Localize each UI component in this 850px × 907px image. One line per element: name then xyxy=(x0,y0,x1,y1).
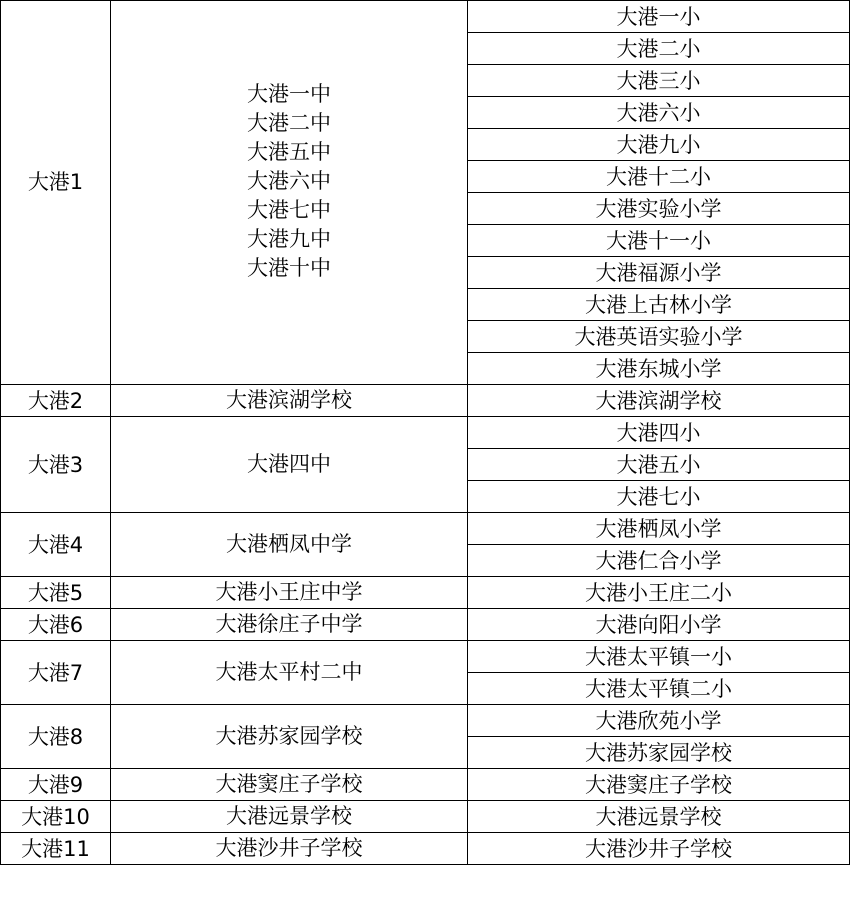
primary-school-cell: 大港上古林小学 xyxy=(468,289,850,321)
middle-school-name: 大港远景学校 xyxy=(226,804,352,828)
middle-school-name: 大港九中 xyxy=(247,227,331,251)
district-cell: 大港1 xyxy=(1,1,111,385)
primary-school-cell: 大港一小 xyxy=(468,1,850,33)
primary-school-cell: 大港五小 xyxy=(468,449,850,481)
middle-school-cell xyxy=(111,385,468,417)
district-cell: 大港5 xyxy=(1,577,111,609)
middle-school-name: 大港太平村二中 xyxy=(215,660,363,684)
middle-school-name: 大港窦庄子学校 xyxy=(215,772,363,796)
middle-school-name: 大港十中 xyxy=(247,256,331,280)
primary-school-cell: 大港实验小学 xyxy=(468,193,850,225)
table-row xyxy=(1,609,850,641)
middle-school-name: 大港五中 xyxy=(247,140,331,164)
middle-school-cell xyxy=(111,705,468,769)
middle-school-name: 大港小王庄中学 xyxy=(215,580,363,604)
middle-school-cell xyxy=(111,577,468,609)
district-cell: 大港11 xyxy=(1,833,111,865)
middle-school-list xyxy=(111,80,467,283)
table-row xyxy=(1,513,850,545)
primary-school-cell: 大港六小 xyxy=(468,97,850,129)
district-cell: 大港2 xyxy=(1,385,111,417)
district-cell: 大港4 xyxy=(1,513,111,577)
middle-school-name: 大港一中 xyxy=(247,82,331,106)
primary-school-cell: 大港十二小 xyxy=(468,161,850,193)
primary-school-cell: 大港小王庄二小 xyxy=(468,577,850,609)
district-cell: 大港3 xyxy=(1,417,111,513)
middle-school-list xyxy=(111,802,467,831)
district-cell: 大港10 xyxy=(1,801,111,833)
primary-school-cell: 大港沙井子学校 xyxy=(468,833,850,865)
primary-school-cell: 大港窦庄子学校 xyxy=(468,769,850,801)
district-cell: 大港7 xyxy=(1,641,111,705)
middle-school-cell xyxy=(111,1,468,385)
middle-school-name: 大港徐庄子中学 xyxy=(215,612,363,636)
middle-school-list xyxy=(111,578,467,607)
table-row xyxy=(1,705,850,737)
middle-school-list xyxy=(111,386,467,415)
middle-school-list xyxy=(111,658,467,687)
district-cell: 大港6 xyxy=(1,609,111,641)
middle-school-list xyxy=(111,722,467,751)
primary-school-cell: 大港三小 xyxy=(468,65,850,97)
middle-school-cell xyxy=(111,609,468,641)
middle-school-name: 大港苏家园学校 xyxy=(215,724,363,748)
middle-school-name: 大港六中 xyxy=(247,169,331,193)
middle-school-name: 大港七中 xyxy=(247,198,331,222)
middle-school-cell xyxy=(111,801,468,833)
table-row xyxy=(1,769,850,801)
primary-school-cell: 大港滨湖学校 xyxy=(468,385,850,417)
middle-school-cell xyxy=(111,417,468,513)
table-row xyxy=(1,417,850,449)
middle-school-list xyxy=(111,450,467,479)
table-row xyxy=(1,641,850,673)
table-row xyxy=(1,1,850,33)
middle-school-name: 大港栖凤中学 xyxy=(226,532,352,556)
middle-school-name: 大港四中 xyxy=(247,452,331,476)
primary-school-cell: 大港七小 xyxy=(468,481,850,513)
primary-school-cell: 大港太平镇二小 xyxy=(468,673,850,705)
primary-school-cell: 大港仁合小学 xyxy=(468,545,850,577)
middle-school-cell xyxy=(111,641,468,705)
middle-school-name: 大港滨湖学校 xyxy=(226,388,352,412)
primary-school-cell: 大港欣苑小学 xyxy=(468,705,850,737)
middle-school-name: 大港沙井子学校 xyxy=(215,836,363,860)
middle-school-list xyxy=(111,530,467,559)
primary-school-cell: 大港栖凤小学 xyxy=(468,513,850,545)
primary-school-cell: 大港二小 xyxy=(468,33,850,65)
primary-school-cell: 大港四小 xyxy=(468,417,850,449)
primary-school-cell: 大港十一小 xyxy=(468,225,850,257)
table-row xyxy=(1,833,850,865)
primary-school-cell: 大港向阳小学 xyxy=(468,609,850,641)
middle-school-list xyxy=(111,834,467,863)
district-cell: 大港9 xyxy=(1,769,111,801)
primary-school-cell: 大港福源小学 xyxy=(468,257,850,289)
middle-school-cell xyxy=(111,833,468,865)
middle-school-list xyxy=(111,610,467,639)
table-row xyxy=(1,577,850,609)
middle-school-cell xyxy=(111,769,468,801)
middle-school-cell xyxy=(111,513,468,577)
primary-school-cell: 大港九小 xyxy=(468,129,850,161)
table-row xyxy=(1,385,850,417)
middle-school-name: 大港二中 xyxy=(247,111,331,135)
primary-school-cell: 大港东城小学 xyxy=(468,353,850,385)
table-body xyxy=(1,1,850,865)
primary-school-cell: 大港太平镇一小 xyxy=(468,641,850,673)
middle-school-list xyxy=(111,770,467,799)
primary-school-cell: 大港英语实验小学 xyxy=(468,321,850,353)
district-cell: 大港8 xyxy=(1,705,111,769)
primary-school-cell: 大港远景学校 xyxy=(468,801,850,833)
primary-school-cell: 大港苏家园学校 xyxy=(468,737,850,769)
table-row xyxy=(1,801,850,833)
